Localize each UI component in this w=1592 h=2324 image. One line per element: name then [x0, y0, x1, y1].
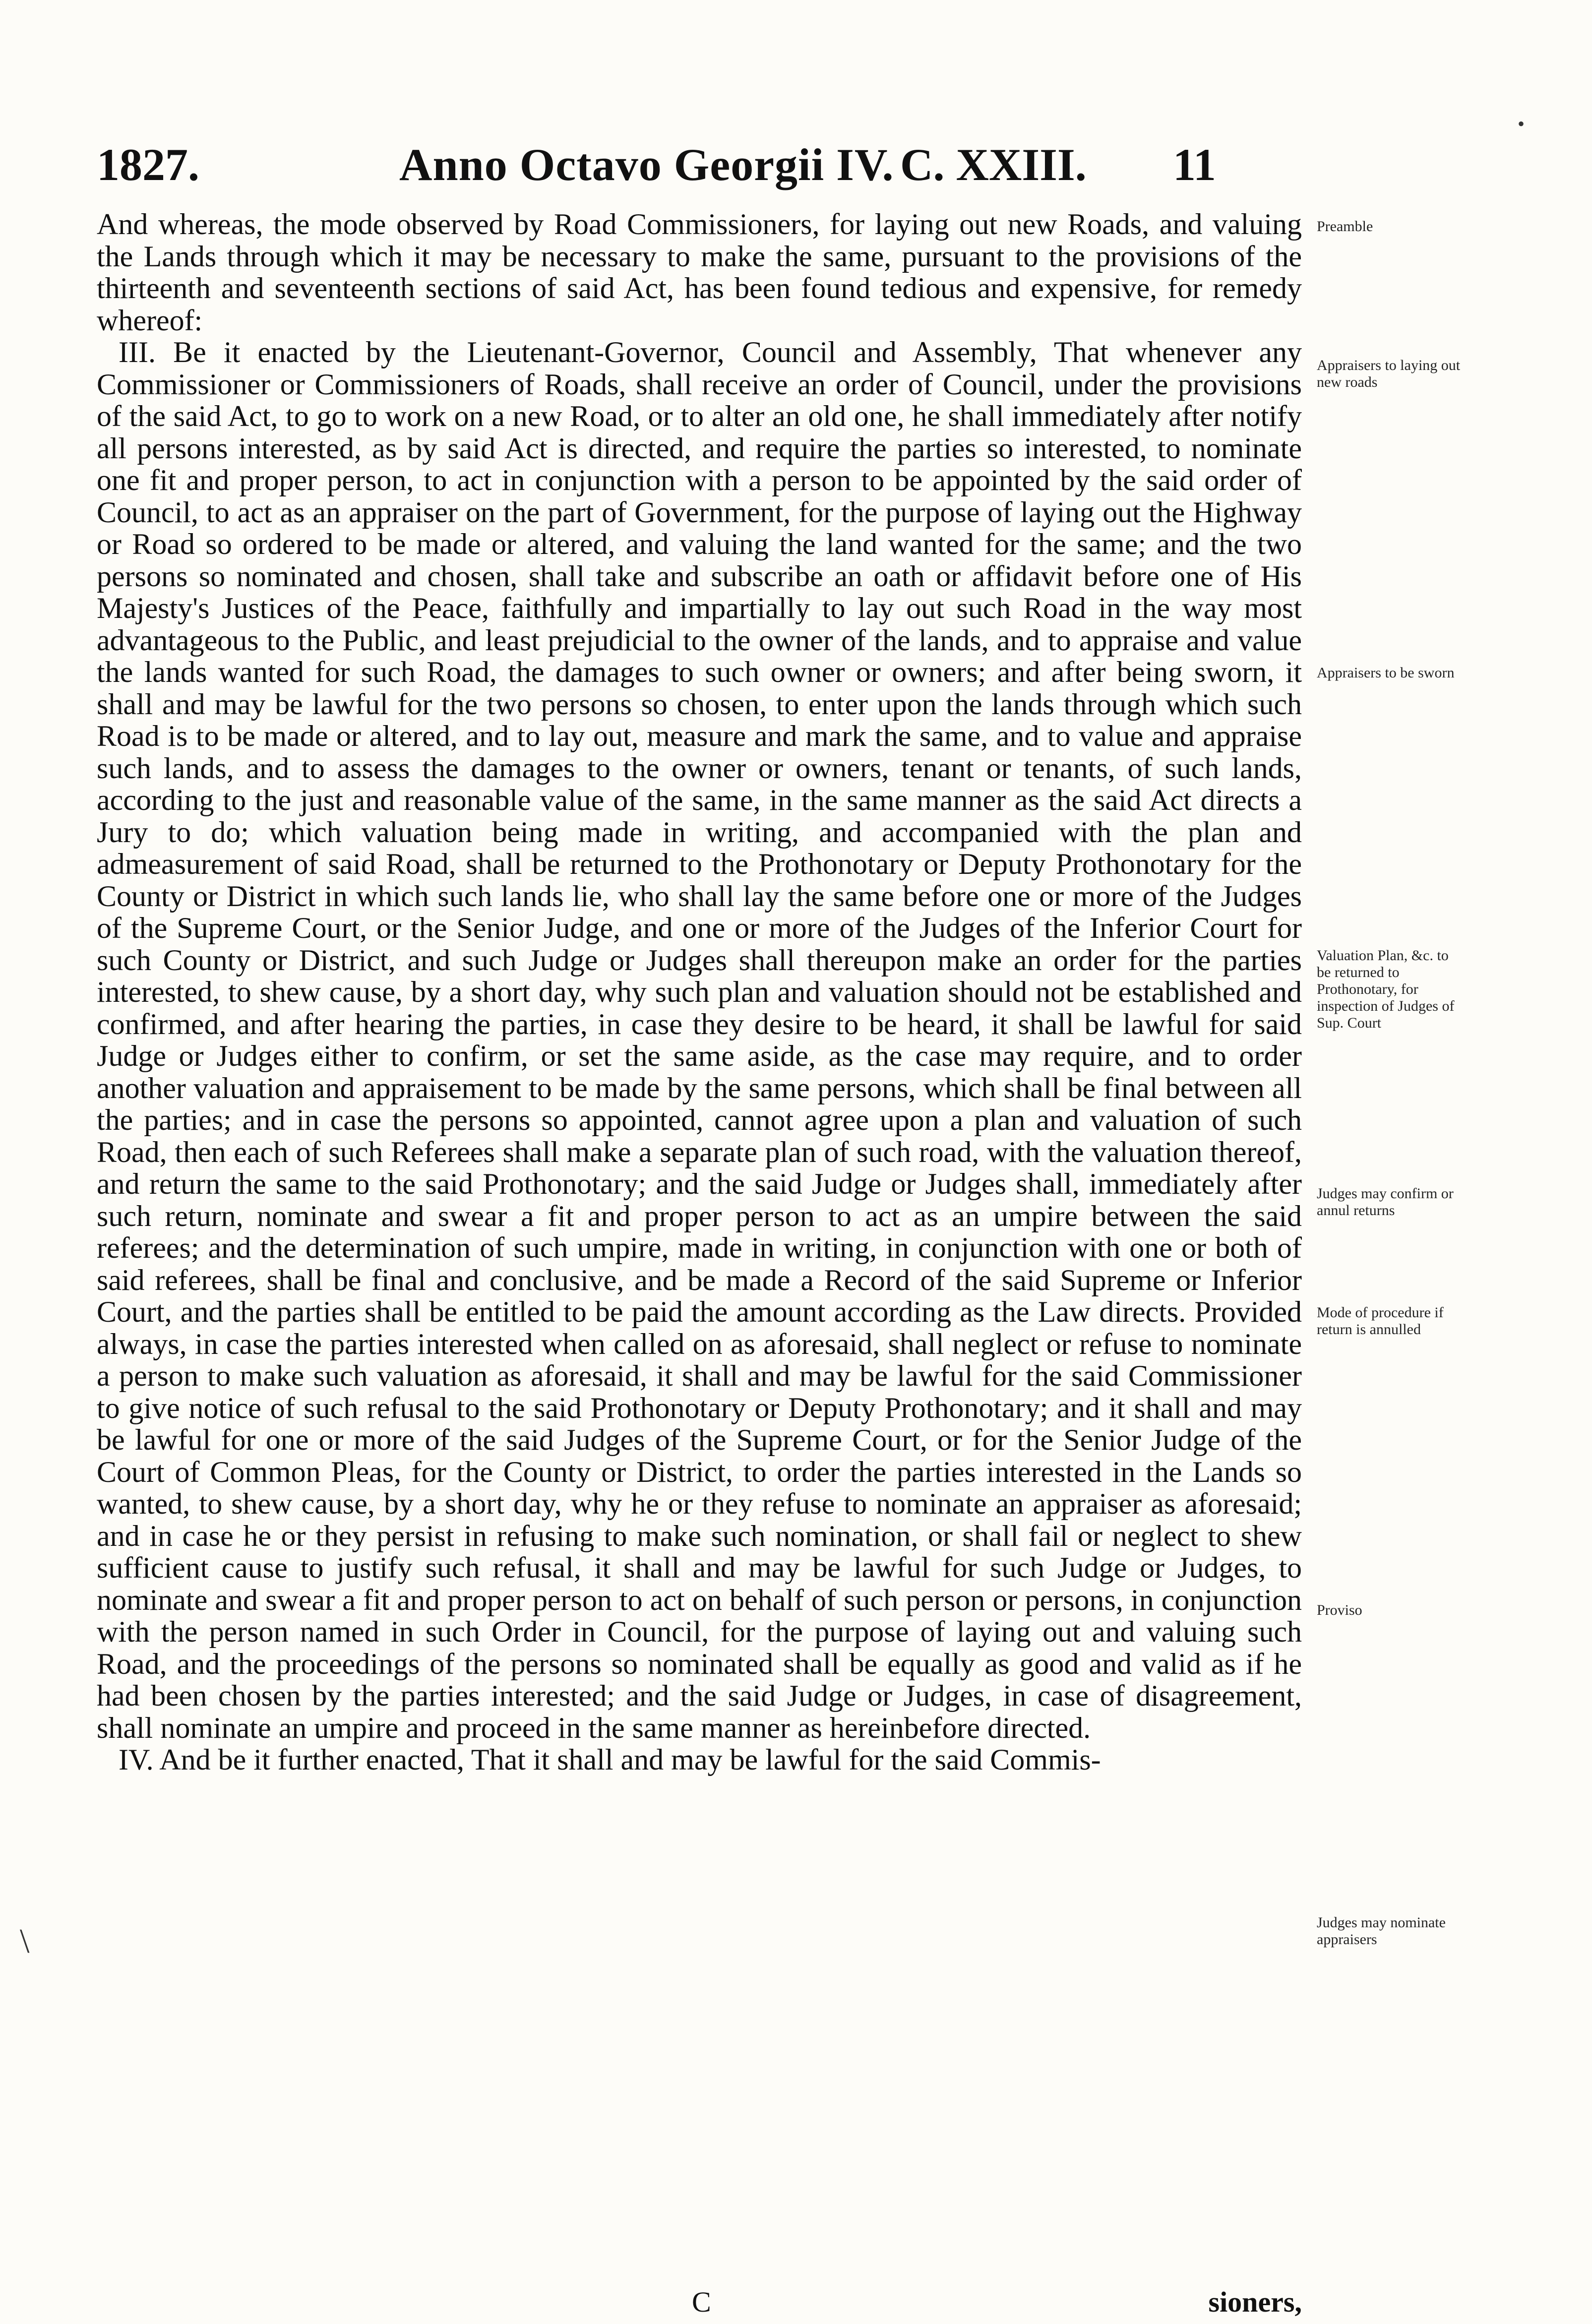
page-number: 11 — [1173, 139, 1216, 190]
preamble-paragraph: And whereas, the mode observed by Road Commissioners, for laying out new Roads, and valuing the Lands through which it may be necessary to make the same, pursuant to the provisions of the thirteenth and seventeenth sections of said Act, has been found tedious and expensive, for remedy whereof: — [97, 208, 1302, 337]
header-title: Anno Octavo Georgii IV. — [399, 139, 894, 190]
running-head — [97, 130, 1475, 199]
margin-note-appraisers-laying-out: Appraisers to laying out new roads — [1317, 357, 1461, 390]
header-year: 1827. — [97, 139, 199, 190]
signature-mark: C — [692, 2286, 711, 2318]
page-footer — [97, 2286, 1302, 2318]
catchword: sioners, — [1208, 2286, 1302, 2318]
margin-note-preamble: Preamble — [1317, 218, 1373, 235]
margin-note-valuation-plan: Valuation Plan, &c. to be returned to Prothonotary, for inspection of Judges of Sup. Court — [1317, 947, 1455, 1031]
margin-note-judges-confirm: Judges may confirm or annul returns — [1317, 1185, 1454, 1219]
statute-text — [97, 208, 1302, 1776]
margin-note-judges-nominate: Judges may nominate appraisers — [1317, 1914, 1446, 1948]
scan-mark: \ — [20, 1922, 30, 1960]
header-chapter: C. XXIII. — [900, 139, 1087, 190]
section-iv-paragraph: IV. And be it further enacted, That it shall and may be lawful for the said Commis- — [119, 1743, 1101, 1776]
margin-note-proviso: Proviso — [1317, 1602, 1362, 1618]
margin-note-appraisers-sworn: Appraisers to be sworn — [1317, 665, 1455, 681]
scan-speck: • — [1518, 113, 1525, 135]
section-iii-paragraph: III. Be it enacted by the Lieutenant-Governor, Council and Assembly, That whenever any Commissioner or Commissioners of Roads, shall receive an order of Council, under the provisions of the said Act, to go to work on a new Road, or to alter an old one, he shall immediately after notify all persons interested, as by said Act is directed, and require the parties so interested, to nominate one fit and proper person, to act in conjunction with a person to be appointed by the said order of Council, to act as an appraiser on the part of Government, for the purpose of laying out the Highway or Road so ordered to be made or altered, and valuing the land wanted for the same; and the two persons so nominated and chosen, shall take and subscribe an oath or affidavit before one of His Majesty's Justices of the Peace, faithfully and impartially to lay out such Road in the way most advantageous to the Public, and least prejudicial to the owner of the lands, and to appraise and value the lands wanted for such Road, the damages to such owner or owners; and after being sworn, it shall and may be lawful for the two persons so chosen, to enter upon the lands through which such Road is to be made or altered, and to lay out, measure and mark the same, and to value and appraise such lands, and to assess the damages to the owner or owners, tenant or tenants, of such lands, according to the just and reasonable value of the same, in the same manner as the said Act directs a Jury to do; which valuation being made in writing, and accompanied with the plan and admeasurement of said Road, shall be returned to the Prothonotary or Deputy Prothonotary for the County or District in which such lands lie, who shall lay the same before one or more of the Judges of the Supreme Court, or the Senior Judge, and one or more of the Judges of the Inferior Court for such County or District, and such Judge or Judges shall thereupon make an order for the parties interested, to shew cause, by a short day, why such plan and valuation should not be established and confirmed, and after hearing the parties, in case they desire to be heard, it shall be lawful for said Judge or Judges either to confirm, or set the same aside, as the case may require, and to order another valuation and appraisement to be made by the same persons, which shall be final between all the parties; and in case the persons so appointed, cannot agree upon a plan and valuation of such Road, then each of such Referees shall make a separate plan of such road, with the valuation thereof, and return the same to the said Prothonotary; and the said Judge or Judges shall, immediately after such return, nominate and swear a fit and proper person to act as an umpire between the said referees; and the determination of such umpire, made in writing, in conjunction with one or both of said referees, shall be final and conclusive, and be made a Record of the said Supreme or Inferior Court, and the parties shall be entitled to be paid the amount according as the Law directs. Provided always, in case the parties interested when called on as aforesaid, shall neglect or refuse to nominate a person to make such valuation as aforesaid, it shall and may be lawful for the said Commissioner to give notice of such refusal to the said Prothonotary or Deputy Prothonotary; and it shall and may be lawful for one or more of the said Judges of the Supreme Court, or for the Senior Judge of the Court of Common Pleas, for the County or District, to order the parties interested in the Lands so wanted, to shew cause, by a short day, why he or they refuse to nominate an appraiser as aforesaid; and in case he or they persist in refusing to make such nomination, or shall fail or neglect to shew sufficient cause to justify such refusal, it shall and may be lawful for such Judge or Judges, to nominate and swear a fit and proper person to act on behalf of such person or persons, in conjunction with the person named in such Order in Council, for the purpose of laying out and valuing such Road, and the proceedings of the persons so nominated shall be equally as good and valid as if he had been chosen by the parties interested; and the said Judge or Judges, in case of disagreement, shall nominate an umpire and proceed in the same manner as hereinbefore directed. — [97, 336, 1302, 1744]
margin-note-mode-of-procedure: Mode of procedure if return is annulled — [1317, 1304, 1444, 1338]
